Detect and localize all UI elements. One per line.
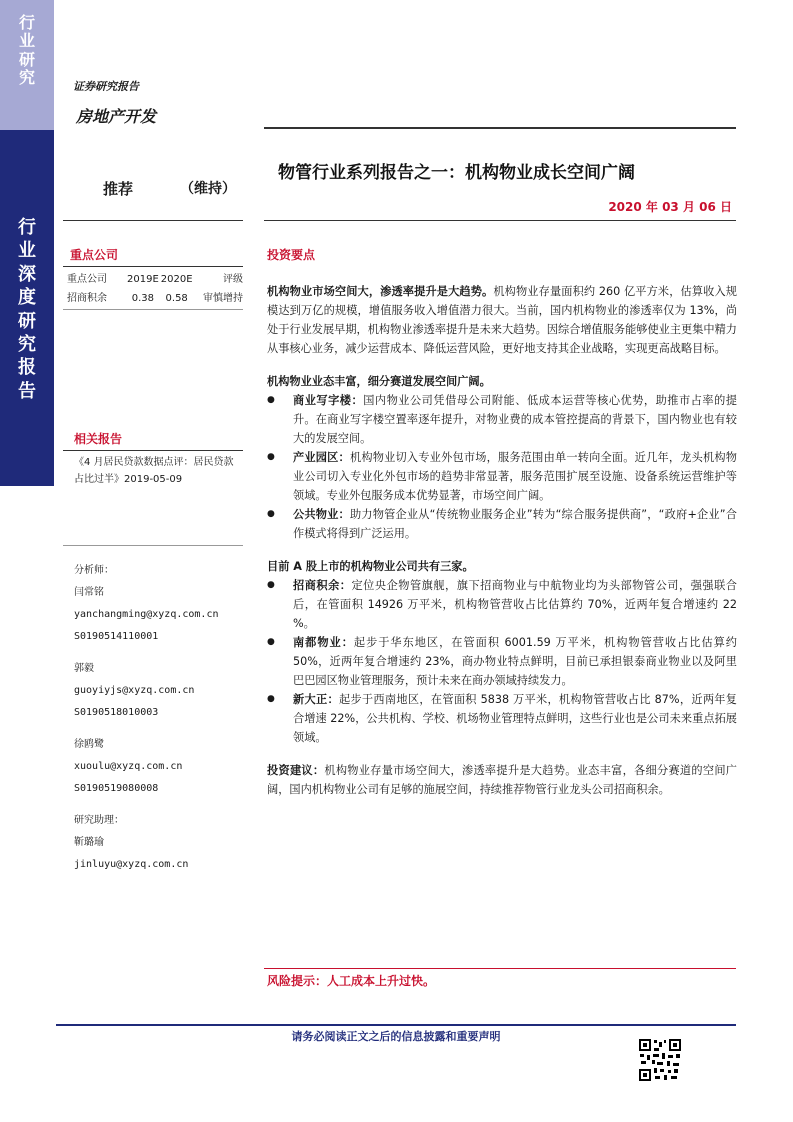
sector-name: 房地产开发 [76, 107, 157, 126]
paragraph-market [267, 282, 737, 358]
table-header-cell: 评级 [223, 274, 243, 285]
list-item [267, 633, 737, 690]
list-item [267, 690, 737, 747]
analyst-id: S0190519080008 [74, 783, 159, 794]
analyst-name: 闫常铭 [74, 587, 104, 598]
bullet-text: 定位央企物管旗舰，旗下招商物业与中航物业均为头部物管公司，强强联合后，在管面积 14926 万平米，机构物管营收占比估算约 70%，近两年复合增速约 22 %。 [293, 579, 737, 630]
paragraph-heading: 投资建议： [267, 764, 325, 777]
bullet-heading: 新大正： [293, 693, 339, 706]
paragraph-heading: 机构物业市场空间大，渗透率提升是大趋势。 [267, 285, 494, 298]
list-item [267, 576, 737, 633]
side-char: 究 [18, 68, 35, 88]
left-title-rule [63, 220, 243, 221]
bullet-heading: 公共物业： [293, 508, 350, 521]
rating: 推荐 [103, 180, 134, 198]
report-title: 物管行业系列报告之一：机构物业成长空间广阔 [278, 163, 635, 183]
side-char: 业 [18, 31, 35, 51]
table-header-row [66, 270, 244, 289]
related-item[interactable]: 《4 月居民贷款数据点评：居民贷款占比过半》2019-05-09 [74, 457, 234, 485]
analyst-label: 分析师： [74, 565, 114, 576]
bullet-heading: 南都物业： [293, 636, 354, 649]
paragraph-advice [267, 761, 737, 799]
side-char: 研 [18, 49, 35, 69]
bullet-text: 起步于华东地区，在管面积 6001.59 万平米，机构物管营收占比估算约 50%，近两年复合增速约 23%，商办物业特点鲜明，目前已承担银泰商业物业以及阿里巴巴园区物业管理服务，预计未来在商办领域持续发力。 [293, 636, 737, 687]
footer-rule [56, 1024, 736, 1026]
table-rule [63, 309, 243, 310]
analyst-id: S0190514110001 [74, 631, 159, 642]
bullet-text: 助力物管企业从“传统物业服务企业”转为“综合服务提供商”，“政府+企业”合作模式将得到广泛运用。 [293, 508, 737, 540]
table-cell: 招商积余 [67, 293, 107, 304]
header-rule [264, 127, 736, 129]
paragraph-text: 机构物业存量市场空间大，渗透率提升是大趋势。业态丰富，各细分赛道的空间广阔，国内机构物业公司有足够的施展空间，持续推荐物管行业龙头公司招商积余。 [267, 764, 737, 796]
table-header-cell: 2019E [127, 274, 159, 285]
table-cell: 0.38 [131, 293, 155, 304]
side-char: 度 [18, 287, 36, 309]
main-content [267, 282, 737, 799]
bullet-text: 机构物业切入专业外包市场，服务范围由单一转向全面。近几年，龙头机构物业公司切入专业化外包市场的趋势非常显著，服务范围扩展至设施、设备系统运营维护等领域。专业外包服务成本优势显著，市场空间广阔。 [293, 451, 737, 502]
key-companies-title: 重点公司 [70, 248, 119, 262]
bullet-heading: 产业园区： [293, 451, 350, 464]
footer-disclaimer[interactable]: 请务必阅读正文之后的信息披露和重要声明 [291, 1030, 501, 1043]
report-type: 证券研究报告 [73, 80, 139, 93]
side-char: 业 [18, 240, 36, 262]
qr-code-icon [638, 1038, 682, 1082]
key-companies-rule [63, 266, 243, 267]
side-band-top [0, 0, 54, 130]
paragraph-heading: 机构物业业态丰富，细分赛道发展空间广阔。 [267, 375, 491, 388]
related-rule [63, 450, 243, 451]
bullet-list-sectors [267, 391, 737, 543]
side-char: 报 [18, 357, 36, 379]
analyst-email[interactable]: guoyiyjs@xyzq.com.cn [74, 685, 195, 696]
table-cell: 0.58 [165, 293, 188, 304]
main-section-title: 投资要点 [267, 248, 316, 262]
bullet-text: 起步于西南地区，在管面积 5838 万平米，机构物管营收占比 87%，近两年复合增速 22%，公共机构、学校、机场物业管理特点鲜明，这些行业也是公司未来重点拓展领域。 [293, 693, 737, 744]
analyst-rule [63, 545, 243, 546]
title-rule [264, 220, 736, 221]
side-main-label [0, 130, 54, 403]
risk-rule [264, 968, 736, 969]
side-top-label [0, 0, 54, 88]
bullet-heading: 商业写字楼： [293, 394, 364, 407]
table-row [66, 289, 244, 308]
analyst-email[interactable]: xuoulu@xyzq.com.cn [74, 761, 183, 772]
table-cell: 审慎增持 [203, 293, 243, 304]
list-item [267, 448, 737, 505]
analyst-email[interactable]: yanchangming@xyzq.com.cn [74, 609, 219, 620]
table-header-cell: 2020E [160, 274, 193, 285]
assistant-name: 靳璐瑜 [74, 837, 104, 848]
paragraph-heading: 目前 A 股上市的机构物业公司共有三家。 [267, 560, 474, 573]
side-char: 研 [18, 310, 36, 332]
table-header-cell: 重点公司 [67, 274, 107, 285]
side-band-main [0, 130, 54, 486]
analyst-block [74, 560, 244, 876]
related-title: 相关报告 [74, 432, 123, 446]
side-char: 行 [18, 217, 36, 238]
report-date: 2020 年 03 月 06 日 [608, 200, 732, 214]
analyst-id: S0190518010003 [74, 707, 159, 718]
side-char: 深 [18, 263, 36, 285]
paragraph-text: 机构物业存量面积约 260 亿平方米，估算收入规模达到万亿的规模，增值服务收入增值潜力很大。当前，国内机构物业的渗透率仅为 13%，尚处于行业发展早期，机构物业渗透率提升是未来大趋势。因综合增值服务能够使业主更集中精力从事核心业务，减少运营成本、降低运营风险，更好地支持其企业战略，实现更高战略目标。 [267, 285, 737, 355]
qr-code-graphic [638, 1038, 682, 1082]
side-char: 究 [18, 333, 36, 355]
key-companies-table [66, 270, 244, 308]
bullet-heading: 招商积余： [293, 579, 352, 592]
analyst-name: 徐鸥鹭 [74, 739, 104, 750]
assistant-label: 研究助理： [74, 815, 124, 826]
bullet-text: 国内物业公司凭借母公司附能、低成本运营等核心优势，助推市占率的提升。在商业写字楼空置率逐年提升，对物业费的成本管控提高的背景下，国内物业也有较大的发展空间。 [293, 394, 737, 445]
list-item [267, 391, 737, 448]
rating-change: （维持） [180, 181, 236, 197]
list-item [267, 505, 737, 543]
bullet-list-companies [267, 576, 737, 747]
side-char: 告 [18, 380, 36, 402]
risk-warning: 风险提示：人工成本上升过快。 [267, 974, 436, 988]
side-char: 行 [18, 13, 35, 32]
analyst-name: 郭毅 [74, 663, 94, 674]
assistant-email[interactable]: jinluyu@xyzq.com.cn [74, 859, 189, 870]
